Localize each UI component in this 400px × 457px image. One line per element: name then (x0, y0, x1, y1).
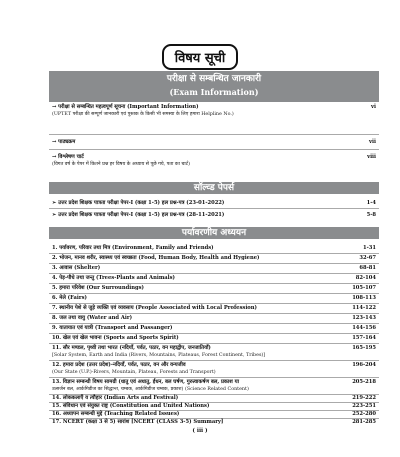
section-banner-solved-papers (49, 182, 379, 194)
toc-row-note: (Our State (U.P.)-Rivers, Mountain, Plateau, Forests and Transport) (52, 370, 216, 375)
divider (49, 273, 379, 274)
divider (49, 253, 379, 254)
toc-row (49, 345, 379, 359)
toc-row-text: 6. मेले (Fairs) (52, 295, 87, 301)
toc-row-text: 4. पेड़-पौधे तथा जन्तु (Trees-Plants and Animals) (52, 275, 176, 281)
divider (49, 313, 379, 314)
toc-row-text: 15. संविधान एवं संयुक्त राष्ट्र (Constitution and United Nations) (52, 403, 210, 409)
divider (49, 343, 379, 344)
section-banner-exam-info (49, 71, 379, 102)
toc-row-page: 68-81 (359, 265, 376, 271)
section-heading: सॉल्व्ड पेपर्स (193, 183, 235, 193)
toc-row-text: → परीक्षा से सम्बन्धित महत्वपूर्ण सूचना (Important Information) (UPTET परीक्षा की सम्पूर्ण जानकारी एवं पुस्तक के किसी भी समस्या के लिए हमारा Helpline No.) (52, 104, 332, 118)
divider (49, 263, 379, 264)
toc-row-text: 9. यातायात एवं यात्री (Transport and Passanger) (52, 325, 173, 331)
toc-row-page: 205-218 (352, 379, 376, 385)
toc-row-page: 108-113 (352, 295, 376, 301)
toc-row-text: 11. सौर मण्डल, पृथ्वी तथा भारत (नदियाँ, पर्वत, पठार, वन महाद्वीप, जनजातियाँ) [Solar System, Earth and India (Rivers, Mountains, Plateaus, Forest Continent, Tribes)] (52, 345, 332, 359)
toc-row-page: 123-143 (352, 315, 376, 321)
toc-row-text: 8. जल तथा वायु (Water and Air) (52, 315, 133, 321)
title-wrap (0, 44, 400, 70)
divider (49, 377, 379, 378)
toc-row-text: 17. NCERT (कक्षा 3 से 5) सारांश [NCERT (CLASS 3-5) Summary] (52, 419, 224, 425)
toc-row-text: 12. हमारा प्रदेश (उत्तर प्रदेश)-नदियाँ, पर्वत, पठार, वन और वन्यजीव (Our State (U.P.)-Rivers, Mountain, Plateau, Forests and Transport) (52, 362, 332, 376)
toc-row-note: [Solar System, Earth and India (Rivers, Mountains, Plateaus, Forest Continent, Tribes)] (52, 353, 266, 358)
toc-row-page: viii (367, 154, 376, 160)
divider (49, 333, 379, 334)
toc-row-text: 1. पर्यावरण, परिवार तथा मित्र (Environment, Family and Friends) (52, 245, 214, 251)
divider (49, 360, 379, 361)
divider (49, 303, 379, 304)
toc-row-note: उत्सर्जन बल, आर्कमिडीज का सिद्धान्त, चम्बक, आर्कमिडीज चम्बक, प्रकाश) (Science Related Content) (52, 387, 249, 392)
toc-row-page: 144-156 (352, 325, 376, 331)
toc-row-text: 3. आवास (Shelter) (52, 265, 101, 271)
section-heading: परीक्षा से सम्बन्धित जानकारी (166, 74, 262, 84)
toc-row-page: 252-280 (352, 411, 376, 417)
toc-row-text: 5. हमारा परिवेश (Our Surroundings) (52, 285, 144, 291)
toc-row-text: 2. भोजन, मानव शरीर, स्वास्थ्य एवं स्वच्छता (Food, Human Body, Health and Hygiene) (52, 255, 260, 261)
toc-row-page: 1-31 (363, 245, 376, 251)
toc-row-page: 223-251 (352, 403, 376, 409)
toc-row-page: vi (371, 104, 376, 110)
toc-row-note: (विगत वर्ष के पेपर में कितने प्रश्न हर विषय के अध्याय से पूछे गये, पता का चार्ट) (52, 162, 190, 167)
toc-row-page: 82-104 (355, 275, 376, 281)
divider (49, 293, 379, 294)
section-banner-environmental-studies (49, 227, 379, 239)
toc-row-page: 5-8 (366, 212, 376, 218)
toc-row (49, 379, 379, 393)
toc-row-page: 281-285 (352, 419, 376, 425)
toc-row-page: 165-195 (352, 345, 376, 351)
toc-row-page: 196-204 (352, 362, 376, 368)
toc-row-page: 114-122 (352, 305, 376, 311)
toc-row-page: vii (369, 139, 376, 145)
section-subheading: (Exam Information) (169, 87, 259, 97)
toc-row-page: 32-67 (359, 255, 376, 261)
toc-row-text: 14. लोककलाएँ व त्यौहार (Indian Arts and Festival) (52, 395, 179, 401)
toc-row-text: 7. स्थानीय पेशे से जुड़े व्यक्ति एवं व्यवसाय (People Associated with Local Profession) (52, 305, 257, 311)
page-title: विषय सूची (162, 44, 239, 70)
toc-row-text: 10. खेल एवं खेल भावना (Sports and Sports Spirit) (52, 335, 179, 341)
toc-row (49, 362, 379, 376)
toc-row-page: 1-4 (366, 200, 376, 206)
toc-row-text: 16. अध्यापन सम्बन्धी मुद्दे (Teaching Related Issues) (52, 411, 180, 417)
toc-row-text: 13. विज्ञान सम्बन्धी विषय सामग्री (धातु एवं अधातु, ईंधन, बल घर्षण, गुरुत्वाकर्षण बल, प्रकाश या उत्सर्जन बल, आर्कमिडीज का सिद्धान्त, चम्बक, आर्कमिडीज चम्बक, प्रकाश) (Science Related Content) (52, 379, 332, 393)
toc-row-text: → विश्लेषण चार्ट (विगत वर्ष के पेपर में कितने प्रश्न हर विषय के अध्याय से पूछे गये, पता का चार्ट) (52, 154, 332, 168)
toc-row-page: 105-107 (352, 285, 376, 291)
divider (49, 323, 379, 324)
toc-row (49, 104, 379, 124)
toc-row (49, 154, 379, 174)
toc-row-text: ➢ उत्तर प्रदेश शिक्षक पात्रता परीक्षा पेपर-I (कक्षा 1-5) हल प्रश्न-पत्र (23-01-2022) (52, 200, 225, 206)
toc-row-page: 219-222 (352, 395, 376, 401)
divider (49, 208, 379, 209)
page-number: ( iii ) (192, 428, 208, 434)
section-heading: पर्यावरणीय अध्ययन (181, 228, 247, 238)
divider (49, 283, 379, 284)
toc-row-text: → पाठ्यक्रम (52, 139, 76, 145)
divider (49, 149, 379, 150)
toc-row-page: 157-164 (352, 335, 376, 341)
toc-row-note: (UPTET परीक्षा की सम्पूर्ण जानकारी एवं पुस्तक के किसी भी समस्या के लिए हमारा Helpline No.) (52, 112, 234, 117)
divider (49, 134, 379, 135)
toc-row-text: ➢ उत्तर प्रदेश शिक्षक पात्रता परीक्षा पेपर-I (कक्षा 1-5) हल प्रश्न-पत्र (28-11-2021) (52, 212, 225, 218)
